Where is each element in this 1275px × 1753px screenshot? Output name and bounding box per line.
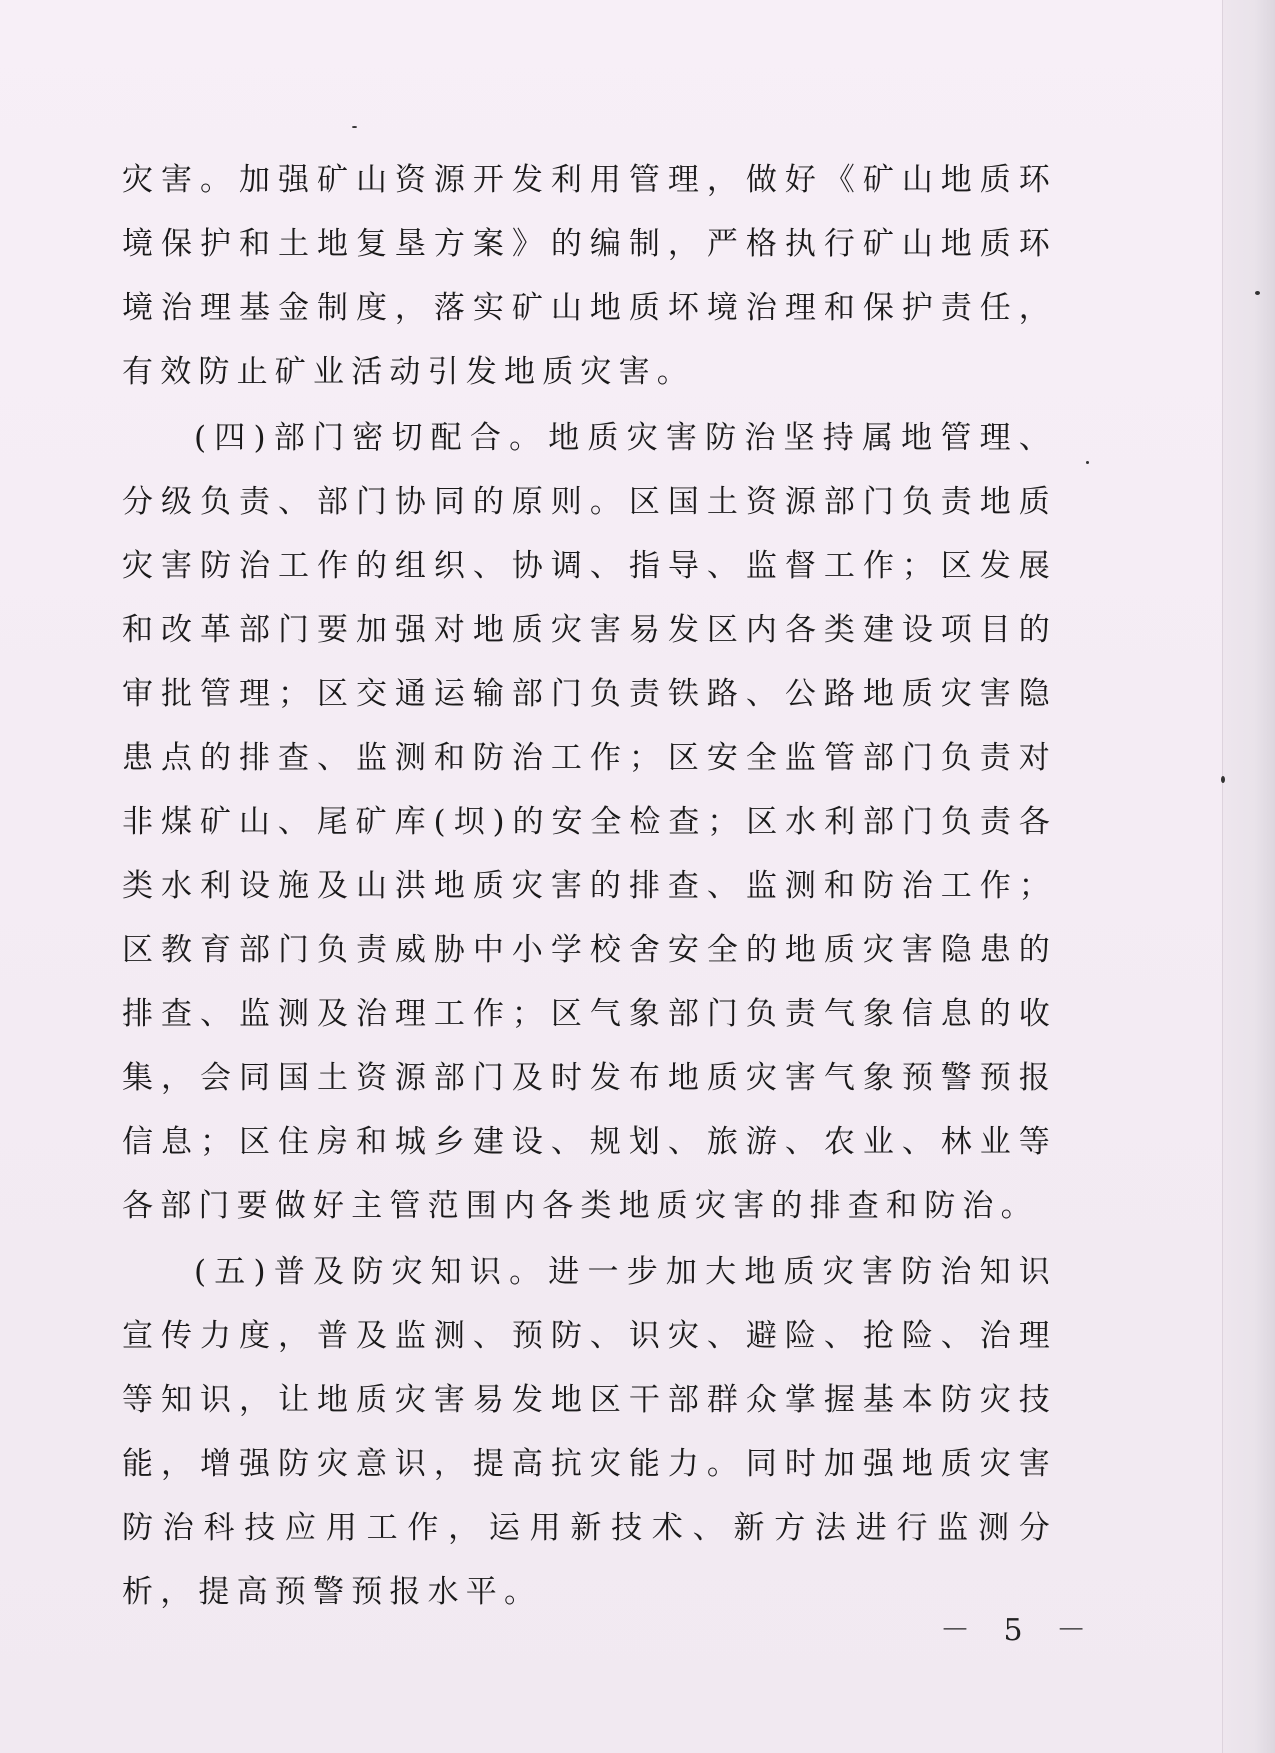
scan-speck xyxy=(1221,776,1225,783)
page-number: － 5 － xyxy=(940,1613,1099,1648)
paragraph-department-cooperation: (四)部门密切配合。地质灾害防治坚持属地管理、分级负责、部门协同的原则。区国土资源部门负责地质灾害防治工作的组织、协调、指导、监督工作；区发展和改革部门要加强对地质灾害易发区内各类建设项目的审批管理；区交通运输部门负责铁路、公路地质灾害隐患点的排查、监测和防治工作；区安全监管部门负责对非煤矿山、尾矿库(坝)的安全检查；区水利部门负责各类水利设施及山洪地质灾害的排查、监测和防治工作；区教育部门负责威胁中小学校舍安全的地质灾害隐患的排查、监测及治理工作；区气象部门负责气象信息的收集，会同国土资源部门及时发布地质灾害气象预警预报信息；区住房和城乡建设、规划、旅游、农业、林业等各部门要做好主管范围内各类地质灾害的排查和防治。 xyxy=(122,420,1057,1224)
scan-speck xyxy=(1255,291,1260,295)
paragraph-disaster-knowledge: (五)普及防灾知识。进一步加大地质灾害防治知识宣传力度，普及监测、预防、识灾、避险、抢险、治理等知识，让地质灾害易发地区干部群众掌握基本防灾技能，增强防灾意识，提高抗灾能力。同时加强地质灾害防治科技应用工作，运用新技术、新方法进行监测分析，提高预警预报水平。 xyxy=(122,1254,1057,1610)
document-body xyxy=(122,148,1057,1626)
page-edge-shadow xyxy=(1222,0,1275,1753)
paragraph-mine-management: 灾害。加强矿山资源开发利用管理，做好《矿山地质环境保护和土地复垦方案》的编制，严格执行矿山地质环境治理基金制度，落实矿山地质坏境治理和保护责任，有效防止矿业活动引发地质灾害。 xyxy=(122,162,1057,390)
scan-speck xyxy=(1086,461,1089,464)
scan-speck xyxy=(352,126,357,128)
